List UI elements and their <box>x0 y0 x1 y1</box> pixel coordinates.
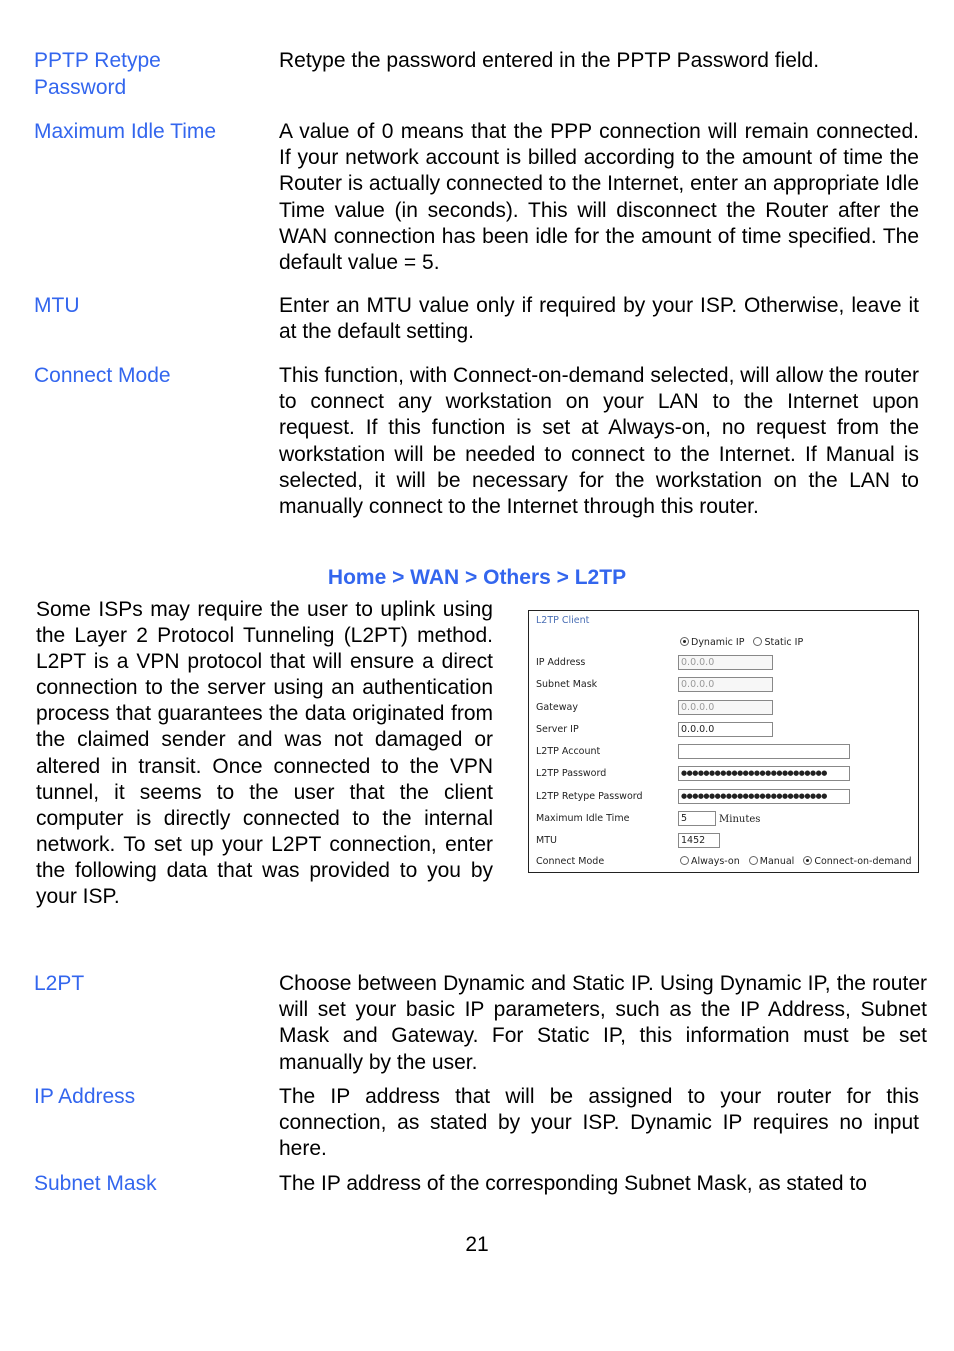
l2tp-client-panel <box>528 610 919 873</box>
radio-connect-on-demand[interactable] <box>803 856 911 867</box>
radio-unselected-icon <box>753 637 762 646</box>
server-ip-label: Server IP <box>536 724 579 735</box>
term-label: Subnet Mask <box>34 1172 157 1195</box>
term-description: Choose between Dynamic and Static IP. Using Dynamic IP, the router will set your basic IP parameters, such as the IP Address, Subnet Mask and Gateway. For Static IP, this information must be set manually by the user. <box>279 972 927 1074</box>
mtu-input[interactable]: 1452 <box>678 833 720 848</box>
minutes-unit-label: Minutes <box>719 814 761 825</box>
radio-unselected-icon <box>749 856 758 865</box>
max-idle-time-input[interactable]: 5 <box>678 811 716 826</box>
term-description: Enter an MTU value only if required by your ISP. Otherwise, leave it at the default setting. <box>279 294 919 344</box>
gateway-input[interactable]: 0.0.0.0 <box>678 700 773 715</box>
term-description: The IP address of the corresponding Subnet Mask, as stated to <box>279 1172 867 1195</box>
l2tp-account-label: L2TP Account <box>536 746 601 757</box>
radio-dynamic-ip[interactable] <box>680 637 744 648</box>
term-label: PPTP Retype Password <box>34 49 161 99</box>
term-label: MTU <box>34 294 80 317</box>
radio-selected-icon <box>803 856 812 865</box>
l2tp-password-input[interactable]: ●●●●●●●●●●●●●●●●●●●●●●●●●● <box>678 766 850 781</box>
max-idle-time-label: Maximum Idle Time <box>536 813 630 824</box>
ip-address-label: IP Address <box>536 657 586 668</box>
term-label: Maximum Idle Time <box>34 120 217 143</box>
server-ip-input[interactable]: 0.0.0.0 <box>678 722 773 737</box>
term-description: A value of 0 means that the PPP connection will remain connected. If your network account is billed according to the amount of time the Router is actually connected to the Internet, enter an appropriate Idle Time value (in seconds). This will disconnect the Router after the WAN connection has been idle for the amount of time specified. The default value = 5. <box>279 120 919 275</box>
gateway-label: Gateway <box>536 702 578 713</box>
subnet-mask-input[interactable]: 0.0.0.0 <box>678 677 773 692</box>
l2tp-account-input[interactable] <box>678 744 850 759</box>
radio-label: Always-on <box>691 856 740 867</box>
l2tp-retype-password-label: L2TP Retype Password <box>536 791 643 802</box>
section-heading: Home > WAN > Others > L2TP <box>327 566 627 589</box>
term-description: The IP address that will be assigned to your router for this connection, as stated by your ISP. Dynamic IP requires no input here. <box>279 1085 919 1161</box>
l2tp-retype-password-input[interactable]: ●●●●●●●●●●●●●●●●●●●●●●●●●● <box>678 789 850 804</box>
term-description: Retype the password entered in the PPTP Password field. <box>279 49 820 72</box>
radio-label: Manual <box>759 856 795 867</box>
radio-always-on[interactable] <box>680 856 740 867</box>
page-number: 21 <box>465 1233 489 1256</box>
radio-static-ip[interactable] <box>753 637 803 648</box>
term-description: This function, with Connect-on-demand selected, will allow the router to connect any workstation on your LAN to the Internet upon request. If this function is set at Always-on, no request from the workstation will be needed to connect to the Internet. If Manual is selected, it will be necessary for the workstation on the LAN to manually connect to the Internet through this router. <box>279 364 919 519</box>
term-label: IP Address <box>34 1085 136 1108</box>
l2tp-password-label: L2TP Password <box>536 768 607 779</box>
intro-paragraph: Some ISPs may require the user to uplink using the Layer 2 Protocol Tunneling (L2PT) method. L2PT is a VPN protocol that will ensure a direct connection to the server using an authentication process that guarantees the data originated from the claimed sender and was not damaged or altered in transit. Once connected to the VPN tunnel, it seems to the user that the client computer is directly connected to the internal network. To set up your L2PT connection, enter the following data that was provided to you by your ISP. <box>36 598 493 909</box>
radio-manual[interactable] <box>749 856 795 867</box>
term-label: L2PT <box>34 972 85 995</box>
panel-title: L2TP Client <box>536 615 590 626</box>
radio-label: Dynamic IP <box>691 637 745 648</box>
ip-mode-radio-group <box>680 637 809 648</box>
radio-selected-icon <box>680 637 689 646</box>
radio-label: Static IP <box>764 637 804 648</box>
connect-mode-label: Connect Mode <box>536 856 605 867</box>
mtu-label: MTU <box>536 835 557 846</box>
radio-label: Connect-on-demand <box>814 856 912 867</box>
term-label: Connect Mode <box>34 364 171 387</box>
subnet-mask-label: Subnet Mask <box>536 679 598 690</box>
radio-unselected-icon <box>680 856 689 865</box>
connect-mode-radio-group <box>680 856 912 867</box>
ip-address-input[interactable]: 0.0.0.0 <box>678 655 773 670</box>
